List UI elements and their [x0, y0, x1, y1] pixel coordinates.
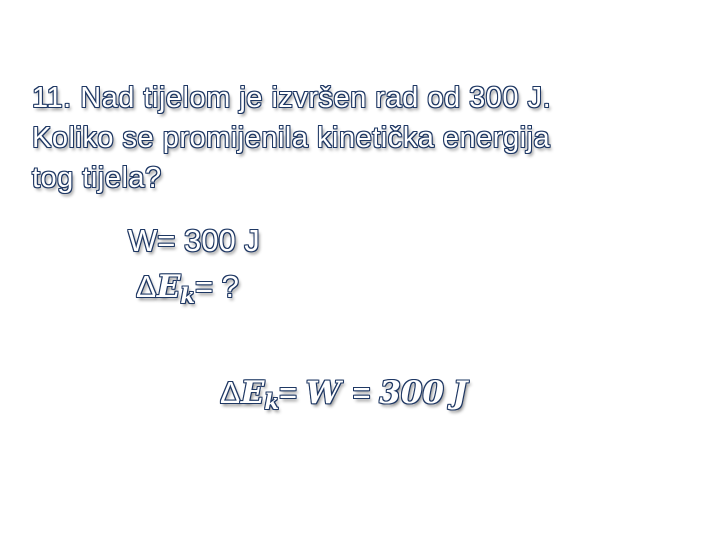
- energy-subscript: k: [264, 388, 279, 414]
- equals-sign: =: [352, 375, 371, 410]
- result-value: 300: [379, 375, 444, 411]
- problem-line-1: 11. Nad tijelom je izvršen rad od 300 J.: [32, 82, 552, 114]
- equals-sign: =: [278, 375, 298, 410]
- energy-symbol: E: [240, 375, 265, 411]
- given-work: W= 300 J: [128, 223, 260, 258]
- problem-line-2: Koliko se promijenila kinetička energija: [32, 122, 551, 154]
- problem-statement: [32, 78, 692, 198]
- delta-symbol: Δ: [136, 269, 157, 304]
- work-symbol: W: [305, 375, 341, 411]
- problem-line-3: tog tijela?: [32, 162, 162, 194]
- solution-equation: [220, 370, 467, 425]
- result-unit: J: [452, 375, 468, 411]
- energy-symbol: E: [156, 269, 181, 305]
- delta-symbol: Δ: [220, 375, 241, 410]
- energy-subscript: k: [180, 282, 195, 308]
- unknown-marker: = ?: [194, 269, 239, 304]
- given-unknown: [128, 264, 260, 319]
- given-values: [128, 218, 260, 319]
